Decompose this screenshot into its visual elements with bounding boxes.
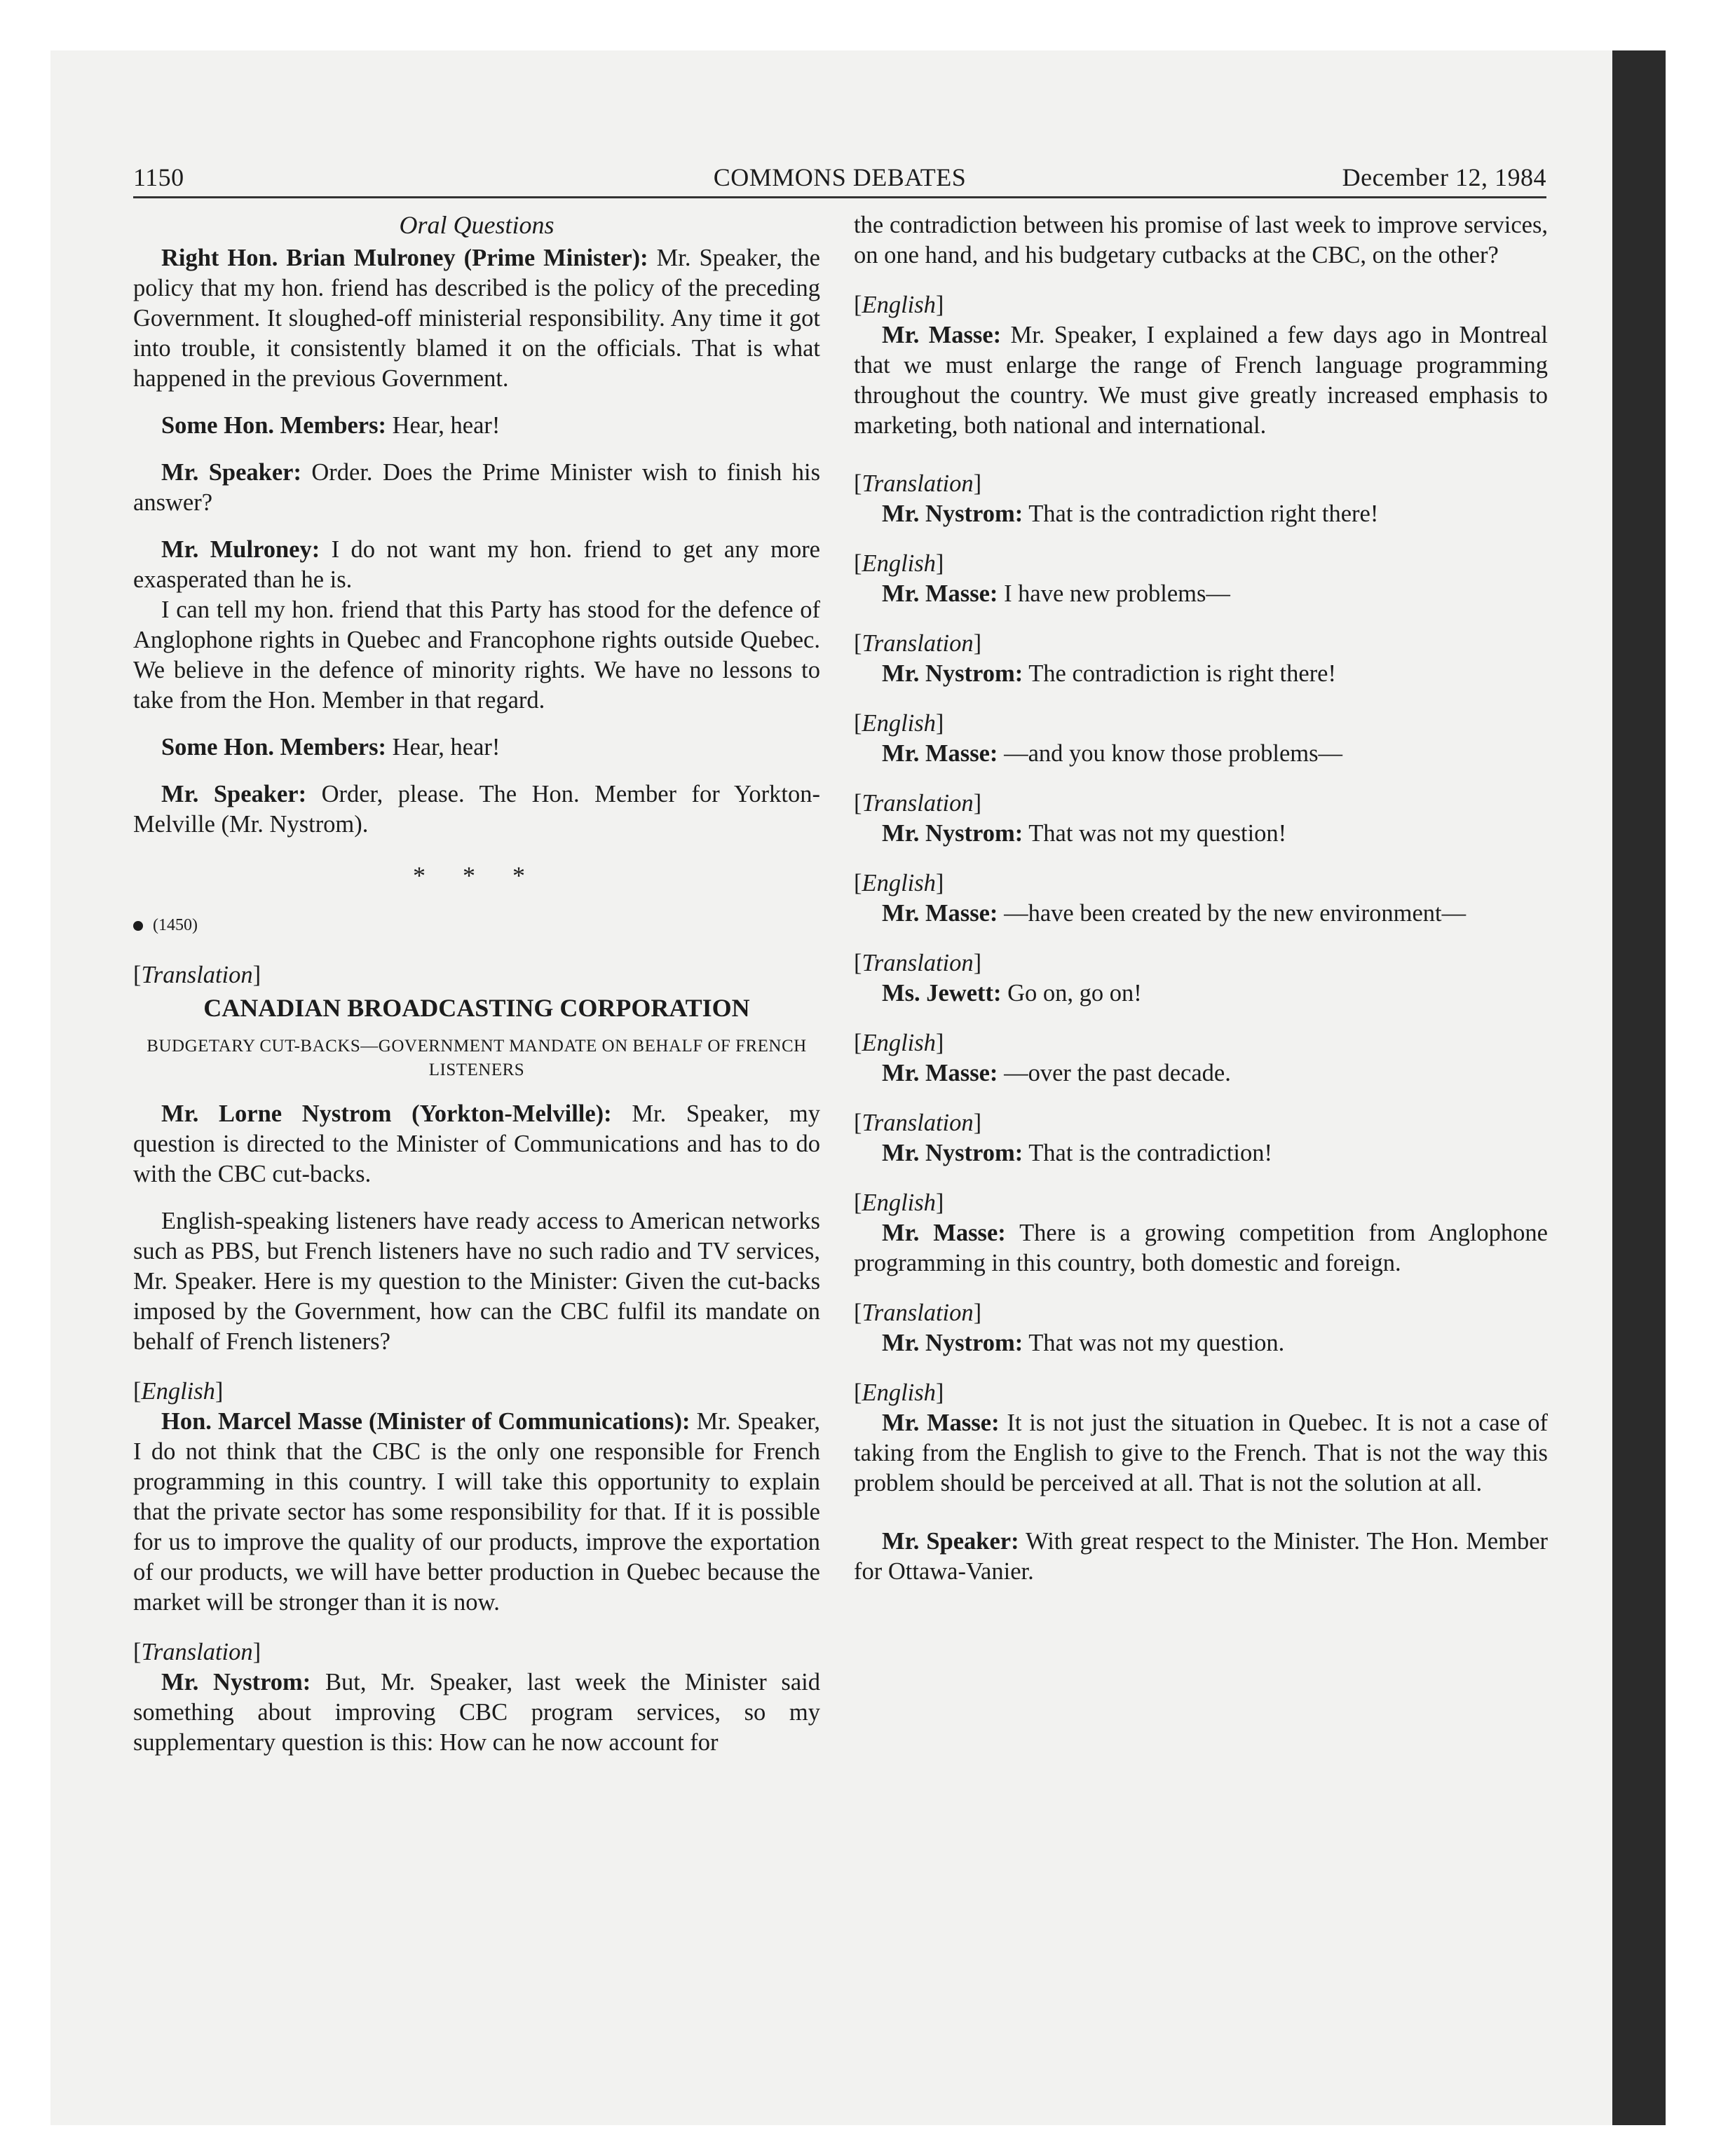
speech-text: Order, please. The Hon. Member for Yorkton-Melville (Mr. Nystrom).: [133, 781, 820, 838]
language-note: [English]: [854, 550, 944, 577]
language-note-text: English: [141, 1378, 215, 1405]
speaker-name: Ms. Jewett:: [882, 980, 1002, 1007]
speech-paragraph: [854, 1408, 1548, 1499]
speech-text: With great respect to the Minister. The Hon. Member for Ottawa-Vanier.: [854, 1528, 1548, 1585]
speaker-name: Right Hon. Brian Mulroney (Prime Minister):: [161, 245, 648, 271]
publication-date: December 12, 1984: [1342, 163, 1546, 191]
language-note: [Translation]: [133, 962, 261, 988]
speaker-name: Mr. Nystrom:: [882, 660, 1023, 687]
speech-paragraph: [133, 243, 820, 394]
language-note-text: Translation: [862, 1299, 974, 1326]
speech-paragraph: [854, 1218, 1548, 1278]
language-note-text: English: [862, 870, 936, 896]
speech-paragraph: [133, 535, 820, 595]
topic-heading: CANADIAN BROADCASTING CORPORATION: [203, 994, 750, 1022]
speaker-name: Mr. Speaker:: [882, 1528, 1019, 1555]
language-note: [English]: [854, 710, 944, 737]
language-note: [English]: [854, 1379, 944, 1406]
speech-text: Order. Does the Prime Minister wish to finish his answer?: [133, 459, 821, 516]
speaker-name: Mr. Masse:: [882, 580, 998, 607]
language-note: [English]: [133, 1378, 224, 1405]
language-note-text: English: [862, 710, 936, 737]
speaker-name: Mr. Masse:: [882, 1060, 998, 1086]
speech-paragraph: [854, 1527, 1548, 1587]
topic-subheading: BUDGETARY CUT-BACKS—GOVERNMENT MANDATE ON BEHALF OF FRENCH LISTENERS: [147, 1037, 807, 1079]
speaker-name: Some Hon. Members:: [161, 734, 386, 760]
speaker-name: Mr. Nystrom:: [161, 1669, 311, 1696]
language-note-text: Translation: [862, 1110, 974, 1136]
speech-text: Hear, hear!: [386, 412, 501, 439]
language-note-text: Translation: [141, 962, 253, 988]
speech-paragraph: the contradiction between his promise of last week to improve services, on one hand, and his budgetary cutbacks at the CBC, on the other?: [854, 212, 1548, 268]
speech-text: That was not my question!: [1023, 820, 1287, 847]
section-separator: * * *: [413, 861, 540, 889]
language-note-text: English: [862, 1030, 936, 1056]
speaker-name: Mr. Mulroney:: [161, 536, 320, 563]
scan-edge-shadow: [1612, 50, 1666, 2125]
language-note-text: Translation: [862, 950, 974, 976]
section-title: Oral Questions: [399, 211, 554, 239]
speaker-name: Mr. Nystrom:: [882, 820, 1023, 847]
speech-paragraph: [854, 1058, 1548, 1089]
speech-paragraph: [854, 899, 1548, 929]
speech-paragraph: [854, 819, 1548, 849]
language-note: [English]: [854, 1189, 944, 1216]
speech-paragraph: [854, 499, 1548, 529]
speech-paragraph: [133, 1099, 820, 1189]
page-number: 1150: [133, 163, 184, 191]
speech-paragraph: [133, 1407, 820, 1618]
speech-paragraph: English-speaking listeners have ready access to American networks such as PBS, but French listeners have no such radio and TV services, Mr. Speaker. Here is my question to the Minister: Given the cut-backs imposed by the Government, how can the CBC fulfil its mandate on behalf of French listeners?: [133, 1208, 820, 1355]
speaker-name: Some Hon. Members:: [161, 412, 386, 439]
language-note: [Translation]: [854, 470, 982, 497]
speech-text: That is the contradiction right there!: [1023, 500, 1379, 527]
speech-text: There is a growing competition from Anglophone programming in this country, both domestic and foreign.: [854, 1220, 1548, 1276]
speaker-name: Mr. Lorne Nystrom (Yorkton-Melville):: [161, 1100, 612, 1127]
language-note: [English]: [854, 870, 944, 896]
speech-paragraph: [854, 1138, 1548, 1168]
speaker-name: Mr. Masse:: [882, 740, 998, 767]
language-note-text: Translation: [862, 790, 974, 817]
speech-text: But, Mr. Speaker, last week the Minister said something about improving CBC program services, so my supplementary question is this: How can he now account for: [133, 1669, 820, 1756]
speaker-name: Mr. Nystrom:: [882, 500, 1023, 527]
language-note: [Translation]: [854, 1299, 982, 1326]
speech-text: That is the contradiction!: [1023, 1140, 1272, 1166]
speech-paragraph: [854, 1328, 1548, 1358]
speech-text: Mr. Speaker, I do not think that the CBC is the only one responsible for French programming in this country. I will take this opportunity to explain that the private sector has some responsibility for that. If it is possible for us to improve the quality of our products, improve the exportation of our products, we will have better production in Quebec because the market will be stronger than it is now.: [133, 1408, 821, 1616]
speech-text: Mr. Speaker, the policy that my hon. friend has described is the policy of the preceding Government. It sloughed-off ministerial responsibility. Any time it got into trouble, it consistently blamed it on the officials. That is what happened in the previous Government.: [133, 245, 820, 392]
speech-paragraph: [854, 320, 1548, 441]
speech-paragraph: [133, 1667, 820, 1758]
speech-paragraph: [854, 579, 1548, 609]
speaker-name: Mr. Speaker:: [161, 459, 301, 486]
language-note: [Translation]: [854, 630, 982, 657]
bullet-dot-icon: [133, 921, 143, 931]
speaker-name: Mr. Speaker:: [161, 781, 307, 807]
language-note: [Translation]: [133, 1639, 261, 1665]
speaker-name: Mr. Nystrom:: [882, 1330, 1023, 1356]
speech-text: I have new problems—: [998, 580, 1230, 607]
speech-paragraph: [133, 458, 820, 518]
language-note-text: English: [862, 292, 936, 318]
speech-text: —have been created by the new environment—: [998, 900, 1467, 927]
speech-paragraph: [133, 411, 820, 441]
language-note: [English]: [854, 1030, 944, 1056]
language-note: [Translation]: [854, 790, 982, 817]
language-note-text: Translation: [141, 1639, 253, 1665]
speech-text: Mr. Speaker, my question is directed to the Minister of Communications and has to do with the CBC cut-backs.: [133, 1100, 820, 1187]
language-note-text: Translation: [862, 470, 974, 497]
time-marker: [133, 910, 820, 941]
language-note: [Translation]: [854, 950, 982, 976]
speaker-name: Mr. Nystrom:: [882, 1140, 1023, 1166]
language-note-text: English: [862, 550, 936, 577]
speech-text: Go on, go on!: [1001, 980, 1142, 1007]
speech-text: —and you know those problems—: [998, 740, 1343, 767]
header-rule: [133, 196, 1546, 198]
speaker-name: Mr. Masse:: [882, 322, 1002, 348]
speaker-name: Mr. Masse:: [882, 1220, 1006, 1246]
language-note-text: English: [862, 1189, 936, 1216]
speech-text: Hear, hear!: [386, 734, 501, 760]
speech-text: That was not my question.: [1023, 1330, 1285, 1356]
language-note: [English]: [854, 292, 944, 318]
language-note-text: English: [862, 1379, 936, 1406]
speaker-name: Hon. Marcel Masse (Minister of Communications):: [161, 1408, 690, 1435]
speaker-name: Mr. Masse:: [882, 1410, 1000, 1436]
left-column: [133, 210, 820, 1758]
language-note-text: Translation: [862, 630, 974, 657]
speech-paragraph: [854, 659, 1548, 689]
speech-text: I do not want my hon. friend to get any more exasperated than he is.: [133, 536, 821, 593]
speech-text: It is not just the situation in Quebec. It is not a case of taking from the English to give to the French. That is not the way this problem should be perceived at all. That is not the solution at all.: [854, 1410, 1548, 1496]
publication-title: COMMONS DEBATES: [713, 163, 967, 191]
right-column: [854, 210, 1548, 1587]
speech-text: —over the past decade.: [998, 1060, 1231, 1086]
speech-paragraph: [133, 779, 820, 840]
language-note: [Translation]: [854, 1110, 982, 1136]
speech-paragraph: [854, 739, 1548, 769]
speech-paragraph: I can tell my hon. friend that this Party has stood for the defence of Anglophone rights in Quebec and Francophone rights outside Quebec. We believe in the defence of minority rights. We have no lessons to take from the Hon. Member in that regard.: [133, 596, 820, 714]
speech-paragraph: [854, 978, 1548, 1009]
speech-paragraph: [133, 732, 820, 763]
speaker-name: Mr. Masse:: [882, 900, 998, 927]
speech-text: Mr. Speaker, I explained a few days ago in Montreal that we must enlarge the range of French language programming throughout the country. We must give greatly increased emphasis to marketing, both national and international.: [854, 322, 1548, 439]
speech-text: The contradiction is right there!: [1023, 660, 1336, 687]
time-marker-text: (1450): [153, 916, 198, 934]
